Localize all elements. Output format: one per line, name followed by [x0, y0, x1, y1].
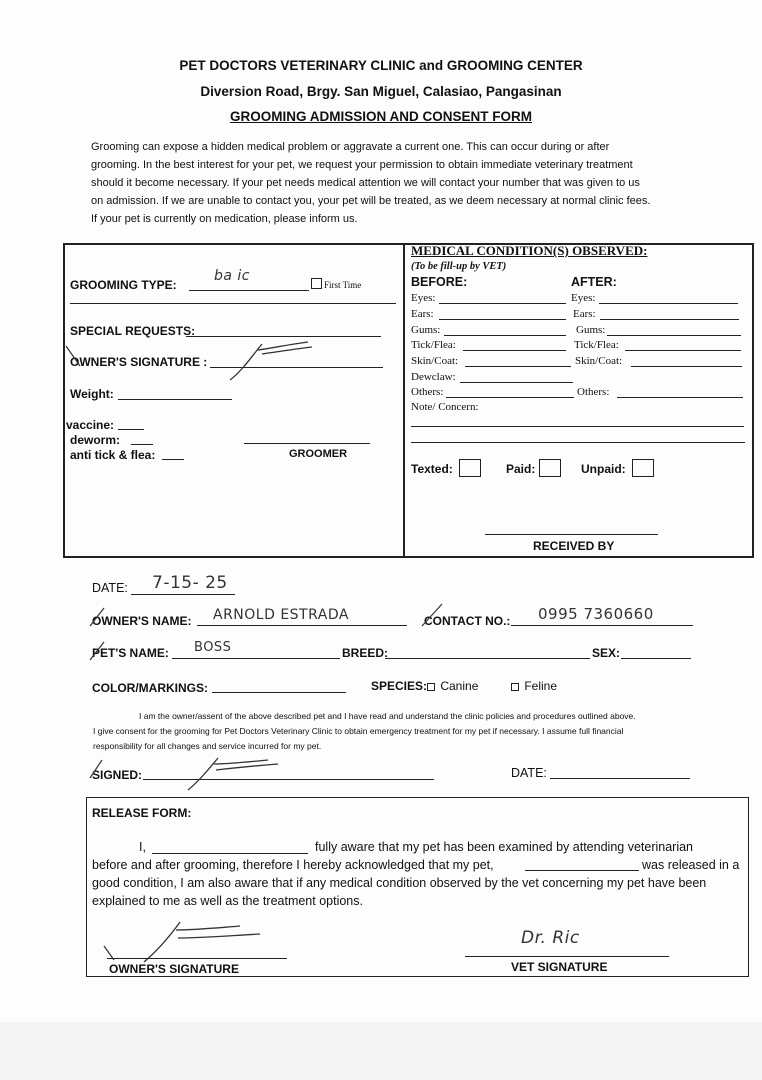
- pet-name-label: PET'S NAME:: [92, 646, 169, 660]
- signed-signature-mark: [88, 752, 288, 794]
- signed-label: SIGNED:: [92, 768, 143, 782]
- breed-field[interactable]: [385, 658, 590, 659]
- after-others-field[interactable]: [617, 397, 743, 398]
- deworm-label: deworm:: [70, 433, 121, 447]
- before-others-field[interactable]: [446, 397, 574, 398]
- release-line1-start: I,: [139, 840, 146, 854]
- first-time-option[interactable]: [311, 278, 361, 290]
- before-eyes-label: Eyes:: [411, 292, 436, 304]
- date-value: 7-15- 25: [152, 573, 228, 593]
- received-by-line[interactable]: [485, 534, 658, 535]
- after-others-label: Others:: [577, 386, 610, 398]
- before-ears-field[interactable]: [439, 319, 566, 320]
- after-skin-field[interactable]: [631, 366, 742, 367]
- grooming-type-extra-line: [70, 303, 396, 304]
- vet-signature-text: Dr. Ric: [521, 928, 580, 948]
- unpaid-label: Unpaid:: [581, 462, 626, 476]
- paid-checkbox[interactable]: [539, 459, 561, 477]
- owner-name-field[interactable]: [197, 625, 407, 626]
- release-line4: explained to me as well as the treatment options.: [92, 894, 363, 908]
- special-requests-label: SPECIAL REQUESTS:: [70, 324, 196, 338]
- clinic-name: PET DOCTORS VETERINARY CLINIC and GROOMING CENTER: [179, 58, 583, 73]
- box-divider: [403, 243, 405, 558]
- after-tick-field[interactable]: [625, 350, 741, 351]
- feline-label: Feline: [524, 679, 558, 693]
- intro-line: on admission. If we are unable to contact you, your pet will be treated, as we deem necessary at normal clinic fees.: [91, 195, 651, 207]
- feline-option[interactable]: [511, 679, 557, 693]
- note-line-1[interactable]: [411, 426, 744, 427]
- before-tick-label: Tick/Flea:: [411, 339, 456, 351]
- intro-line: grooming. In the best interest for your pet, we request your permission to obtain immediate veterinary treatment: [91, 159, 633, 171]
- color-markings-field[interactable]: [212, 692, 346, 693]
- grooming-type-field[interactable]: [189, 290, 309, 291]
- texted-label: Texted:: [411, 462, 453, 476]
- owner-name-tick-mark: [88, 604, 108, 630]
- deworm-field[interactable]: [131, 444, 153, 445]
- after-tick-label: Tick/Flea:: [574, 339, 619, 351]
- signed-date-label: DATE:: [511, 766, 547, 780]
- canine-label: Canine: [440, 679, 479, 693]
- before-dewclaw-field[interactable]: [460, 382, 573, 383]
- species-label: SPECIES:: [371, 679, 428, 693]
- owner-signature-label: OWNER'S SIGNATURE :: [70, 355, 208, 369]
- anti-tick-field[interactable]: [162, 459, 184, 460]
- release-title: RELEASE FORM:: [92, 806, 192, 820]
- intro-line: If your pet is currently on medication, please inform us.: [91, 213, 358, 225]
- paid-label: Paid:: [506, 462, 536, 476]
- before-label: BEFORE:: [411, 275, 468, 289]
- sex-field[interactable]: [621, 658, 691, 659]
- before-gums-label: Gums:: [411, 324, 441, 336]
- texted-checkbox[interactable]: [459, 459, 481, 477]
- release-owner-signature-label: OWNER'S SIGNATURE: [109, 962, 239, 976]
- owner-signature-mark: [62, 336, 342, 386]
- before-gums-field[interactable]: [444, 335, 566, 336]
- note-line-2[interactable]: [411, 442, 745, 443]
- contact-value: 0995 7360660: [538, 605, 654, 623]
- before-ears-label: Ears:: [411, 308, 434, 320]
- release-line2-start: before and after grooming, therefore I hereby acknowledged that my pet,: [92, 858, 494, 872]
- intro-paragraph: [91, 138, 703, 228]
- unpaid-checkbox[interactable]: [632, 459, 654, 477]
- after-skin-label: Skin/Coat:: [575, 355, 623, 367]
- release-line3: good condition, I am also aware that if any medical condition observed by the vet concerning my pet have been: [92, 876, 707, 890]
- after-ears-field[interactable]: [600, 319, 739, 320]
- owner-name-value: ARNOLD ESTRADA: [213, 607, 349, 623]
- release-name-field[interactable]: [152, 853, 308, 854]
- grooming-type-value: ba ic: [214, 268, 251, 284]
- groomer-signature-line[interactable]: [244, 443, 370, 444]
- release-line2-end: was released in a: [642, 858, 740, 872]
- pet-name-field[interactable]: [172, 658, 340, 659]
- before-eyes-field[interactable]: [439, 303, 566, 304]
- before-tick-field[interactable]: [463, 350, 566, 351]
- vaccine-field[interactable]: [118, 429, 144, 430]
- first-time-checkbox[interactable]: [311, 278, 322, 289]
- date-label: DATE:: [92, 581, 128, 595]
- release-line1-end: fully aware that my pet has been examined by attending veterinarian: [315, 840, 694, 854]
- received-by-label: RECEIVED BY: [533, 539, 615, 553]
- grooming-type-label: GROOMING TYPE:: [70, 278, 177, 292]
- pet-name-tick-mark: [88, 638, 108, 664]
- form-title: GROOMING ADMISSION AND CONSENT FORM: [230, 109, 532, 124]
- after-gums-label: Gums:: [576, 324, 606, 336]
- canine-checkbox[interactable]: [427, 683, 435, 691]
- canine-option[interactable]: [427, 679, 478, 693]
- first-time-label: First Time: [324, 280, 362, 290]
- release-pet-field[interactable]: [525, 870, 639, 871]
- before-skin-label: Skin/Coat:: [411, 355, 459, 367]
- consent-line: responsibility for all changes and service incurred for my pet.: [93, 741, 322, 751]
- vaccine-label: vaccine:: [66, 418, 115, 432]
- breed-label: BREED:: [342, 646, 389, 660]
- clinic-address: Diversion Road, Brgy. San Miguel, Calasiao, Pangasinan: [200, 84, 562, 99]
- after-eyes-field[interactable]: [599, 303, 738, 304]
- groomer-label: GROOMER: [289, 448, 348, 460]
- contact-field[interactable]: [511, 625, 693, 626]
- medical-subtitle: (To be fill-up by VET): [411, 261, 507, 272]
- vet-signature-line[interactable]: [465, 956, 669, 957]
- before-skin-field[interactable]: [465, 366, 571, 367]
- after-gums-field[interactable]: [607, 335, 741, 336]
- pet-name-value: BOSS: [194, 640, 232, 655]
- after-ears-label: Ears:: [573, 308, 596, 320]
- before-dewclaw-label: Dewclaw:: [411, 371, 456, 383]
- color-markings-label: COLOR/MARKINGS:: [92, 681, 208, 695]
- date-field[interactable]: [131, 594, 235, 595]
- vet-signature-label: VET SIGNATURE: [511, 960, 608, 974]
- anti-tick-label: anti tick & flea:: [70, 448, 156, 462]
- consent-line: I am the owner/assent of the above described pet and I have read and understand the clinic policies and procedures outlined above.: [139, 711, 636, 721]
- release-owner-signature-line[interactable]: [107, 958, 287, 959]
- before-others-label: Others:: [411, 386, 444, 398]
- medical-title: MEDICAL CONDITION(S) OBSERVED:: [411, 243, 648, 258]
- intro-line: should it become necessary. If your pet needs medical attention we will contact your number that was given to us: [91, 177, 640, 189]
- owner-name-label: OWNER'S NAME:: [92, 614, 192, 628]
- sex-label: SEX:: [592, 646, 621, 660]
- contact-label: CONTACT NO.:: [424, 614, 511, 628]
- weight-label: Weight:: [70, 387, 114, 401]
- feline-checkbox[interactable]: [511, 683, 519, 691]
- after-label: AFTER:: [571, 275, 617, 289]
- note-concern-label: Note/ Concern:: [411, 401, 479, 413]
- signed-date-field[interactable]: [550, 778, 690, 779]
- contact-tick-mark: [418, 600, 448, 630]
- consent-line: I give consent for the grooming for Pet Doctors Veterinary Clinic to obtain emergency treatment for my pet if necessary. I assume full financial: [93, 726, 624, 736]
- weight-field[interactable]: [118, 399, 232, 400]
- after-eyes-label: Eyes:: [571, 292, 596, 304]
- intro-line: Grooming can expose a hidden medical problem or aggravate a current one. This can occur during or after: [91, 141, 610, 153]
